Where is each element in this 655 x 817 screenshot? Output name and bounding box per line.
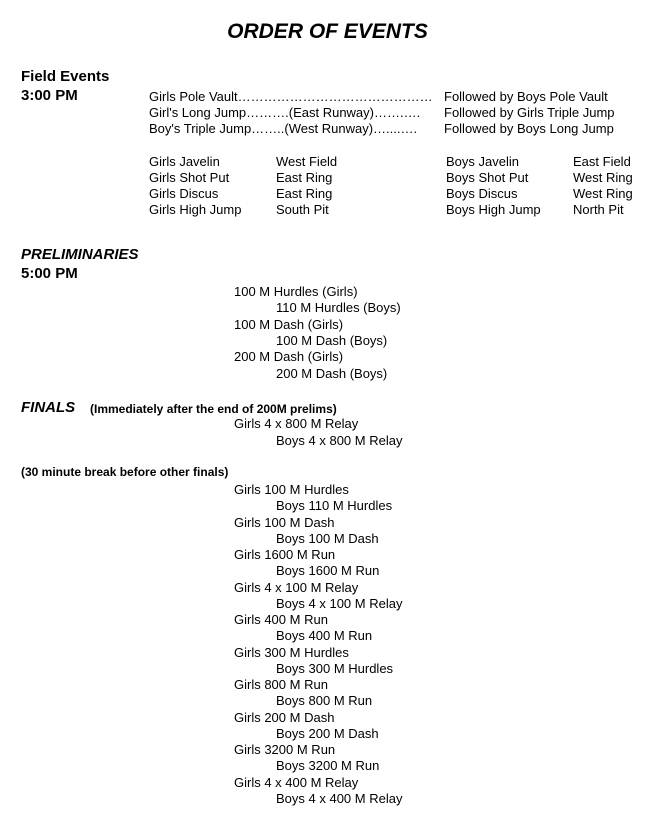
girls-field-event: Girls Shot Put	[149, 170, 230, 185]
prelim-event: 200 M Dash (Boys)	[276, 366, 388, 381]
finals-event: Boys 100 M Dash	[276, 531, 379, 546]
boys-field-event: Boys High Jump	[446, 202, 541, 217]
page-title: ORDER OF EVENTS	[227, 20, 428, 43]
prelim-event: 110 M Hurdles (Boys)	[276, 300, 401, 315]
finals-note: (Immediately after the end of 200M prelims)	[90, 402, 337, 416]
preliminaries-time: 5:00 PM	[21, 265, 78, 282]
prelim-event: 100 M Hurdles (Girls)	[234, 284, 358, 299]
boys-field-location: West Ring	[573, 170, 633, 185]
finals-relay: Girls 4 x 800 M Relay	[234, 416, 359, 431]
field-line-right: Followed by Girls Triple Jump	[444, 105, 615, 120]
finals-event: Boys 110 M Hurdles	[276, 498, 393, 513]
girls-field-location: East Ring	[276, 186, 333, 201]
boys-field-event: Boys Shot Put	[446, 170, 529, 185]
finals-event: Girls 800 M Run	[234, 677, 328, 692]
field-line-left: Boy's Triple Jump……..(West Runway)…....….	[149, 121, 418, 136]
boys-field-location: West Ring	[573, 186, 633, 201]
finals-event: Girls 400 M Run	[234, 612, 328, 627]
finals-event: Boys 300 M Hurdles	[276, 661, 394, 676]
field-events-heading: Field Events	[21, 68, 110, 85]
boys-field-location: North Pit	[573, 202, 624, 217]
finals-event: Girls 4 x 400 M Relay	[234, 775, 359, 790]
finals-event: Girls 200 M Dash	[234, 710, 335, 725]
boys-field-event: Boys Javelin	[446, 154, 519, 169]
prelim-event: 100 M Dash (Boys)	[276, 333, 388, 348]
field-line-left: Girl's Long Jump……….(East Runway)…….….	[149, 105, 421, 120]
finals-event: Boys 4 x 400 M Relay	[276, 791, 403, 806]
boys-field-location: East Field	[573, 154, 631, 169]
prelim-event: 200 M Dash (Girls)	[234, 349, 344, 364]
finals-event: Girls 300 M Hurdles	[234, 645, 349, 660]
girls-field-location: South Pit	[276, 202, 329, 217]
finals-event: Girls 100 M Dash	[234, 515, 335, 530]
finals-event: Girls 1600 M Run	[234, 547, 336, 562]
finals-relay: Boys 4 x 800 M Relay	[276, 433, 403, 448]
finals-event: Girls 100 M Hurdles	[234, 482, 349, 497]
girls-field-event: Girls High Jump	[149, 202, 242, 217]
break-note: (30 minute break before other finals)	[21, 465, 229, 479]
field-line-right: Followed by Boys Pole Vault	[444, 89, 608, 104]
finals-event: Boys 1600 M Run	[276, 563, 380, 578]
field-line-left: Girls Pole Vault………………………………………	[149, 89, 433, 104]
finals-event: Boys 800 M Run	[276, 693, 373, 708]
girls-field-location: West Field	[276, 154, 338, 169]
finals-event: Boys 3200 M Run	[276, 758, 380, 773]
finals-event: Boys 200 M Dash	[276, 726, 379, 741]
girls-field-event: Girls Javelin	[149, 154, 220, 169]
prelim-event: 100 M Dash (Girls)	[234, 317, 344, 332]
finals-event: Girls 3200 M Run	[234, 742, 336, 757]
finals-event: Boys 400 M Run	[276, 628, 373, 643]
girls-field-event: Girls Discus	[149, 186, 219, 201]
field-events-time: 3:00 PM	[21, 87, 78, 104]
finals-event: Girls 4 x 100 M Relay	[234, 580, 359, 595]
preliminaries-heading: PRELIMINARIES	[21, 246, 139, 263]
finals-heading: FINALS	[21, 399, 76, 416]
field-line-right: Followed by Boys Long Jump	[444, 121, 614, 136]
finals-event: Boys 4 x 100 M Relay	[276, 596, 403, 611]
boys-field-event: Boys Discus	[446, 186, 518, 201]
girls-field-location: East Ring	[276, 170, 333, 185]
